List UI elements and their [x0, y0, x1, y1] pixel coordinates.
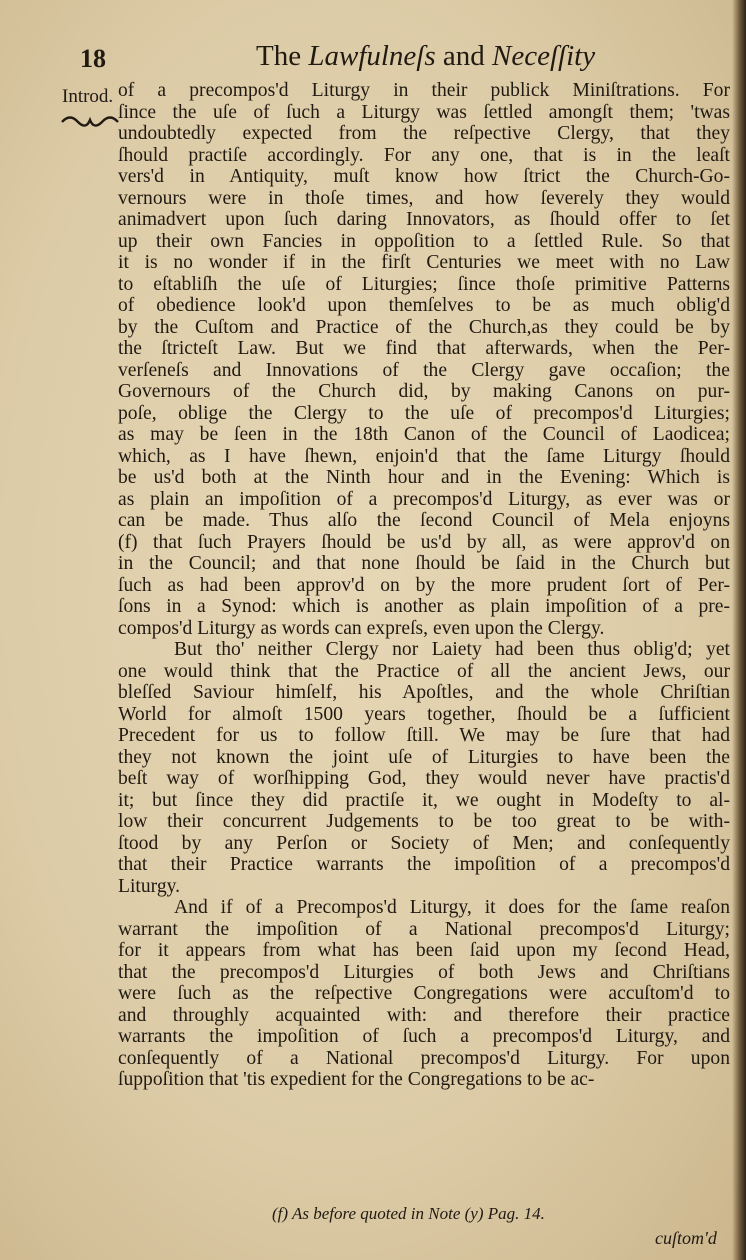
- text-line: to eſtabliſh the uſe of Liturgies; ſince thoſe primitive Patterns: [118, 273, 730, 295]
- text-line: poſe, oblige the Clergy to the uſe of precompos'd Liturgies;: [118, 402, 730, 424]
- text-line: (f) that ſuch Prayers ſhould be us'd by all, as were approv'd on: [118, 531, 730, 553]
- text-line: it; but ſince they did practiſe it, we ought in Modeſty to al-: [118, 789, 730, 811]
- text-line: up their own Fancies in oppoſition to a ſettled Rule. So that: [118, 230, 730, 252]
- text-line: one would think that the Practice of all the ancient Jews, our: [118, 660, 730, 682]
- text-line: animadvert upon ſuch daring Innovators, as ſhould offer to ſet: [118, 209, 730, 230]
- text-line: warrant the impoſition of a National precompos'd Liturgy;: [118, 918, 730, 940]
- text-line: they not known the joint uſe of Liturgies to have been the: [118, 746, 730, 768]
- text-line: ſhould practiſe accordingly. For any one, that is in the leaſt: [118, 144, 730, 166]
- footnote: (f) As before quoted in Note (y) Pag. 14.: [272, 1204, 545, 1223]
- running-head-word1: Lawfulneſs: [308, 40, 436, 72]
- text-line: Governours of the Church did, by making Canons on pur-: [118, 381, 730, 402]
- text-line: of obedience look'd upon themſelves to be as much oblig'd: [118, 295, 730, 316]
- text-line: But tho' neither Clergy nor Laiety had been thus oblig'd; yet: [174, 639, 730, 660]
- text-line: that the precompos'd Liturgies of both Jews and Chriſtians: [118, 961, 730, 983]
- text-line: Precedent for us to follow ſtill. We may be ſure that had: [118, 725, 730, 746]
- text-line: ſince the uſe of ſuch a Liturgy was ſettled amongſt them; 'twas: [118, 101, 730, 123]
- running-head-prefix: The: [256, 40, 302, 72]
- text-line: as plain an impoſition of a precompos'd Liturgy, as ever was or: [118, 488, 730, 510]
- text-line: ſons in a Synod: which is another as plain impoſition of a pre-: [118, 596, 730, 617]
- text-line: ſtood by any Perſon or Society of Men; and conſequently: [118, 832, 730, 854]
- text-line: warrants the impoſition of ſuch a precompos'd Liturgy, and: [118, 1026, 730, 1047]
- catchword: cuſtom'd: [655, 1228, 717, 1248]
- text-line: ſuch as had been approv'd on by the more prudent ſort of Per-: [118, 574, 730, 596]
- text-line: which, as I have ſhewn, enjoin'd that the ſame Liturgy ſhould: [118, 445, 730, 467]
- running-head-connector: and: [442, 40, 485, 72]
- text-line: can be made. Thus alſo the ſecond Council of Mela enjoyns: [118, 510, 730, 531]
- margin-note: Introd.: [62, 86, 114, 107]
- text-line: low their concurrent Judgements to be too great to be with-: [118, 811, 730, 832]
- margin-ornament-icon: [60, 110, 120, 132]
- paragraph: [118, 80, 730, 639]
- text-line: vers'd in Antiquity, muſt know how ſtrict the Church-Go-: [118, 166, 730, 187]
- text-line: conſequently of a National precompos'd Liturgy. For upon: [118, 1047, 730, 1069]
- text-line: Liturgy.: [118, 875, 181, 897]
- text-line: ſuppoſition that 'tis expedient for the Congregations to be ac-: [118, 1069, 595, 1090]
- running-head-word2: Neceſſity: [492, 40, 596, 72]
- text-line: compos'd Liturgy as words can expreſs, even upon the Clergy.: [118, 617, 605, 639]
- body-text: [118, 80, 730, 1091]
- text-line: be us'd both at the Ninth hour and in the Evening: Which is: [118, 467, 730, 488]
- text-line: as may be ſeen in the 18th Canon of the Council of Laodicea;: [118, 424, 730, 445]
- running-head: [256, 40, 595, 73]
- text-line: in the Council; and that none ſhould be ſaid in the Church but: [118, 553, 730, 574]
- text-line: undoubtedly expected from the reſpective Clergy, that they: [118, 123, 730, 144]
- text-line: World for almoſt 1500 years together, ſhould be a ſufficient: [118, 703, 730, 725]
- text-line: verſeneſs and Innovations of the Clergy gave occaſion; the: [118, 359, 730, 381]
- text-line: and throughly acquainted with: and therefore their practice: [118, 1004, 730, 1026]
- paragraph: [118, 639, 730, 897]
- text-line: that their Practice warrants the impoſition of a precompos'd: [118, 854, 730, 875]
- paragraph: [118, 897, 730, 1091]
- text-line: And if of a Precompos'd Liturgy, it does for the ſame reaſon: [174, 897, 730, 918]
- text-line: for it appears from what has been ſaid upon my ſecond Head,: [118, 940, 730, 961]
- text-line: beſt way of worſhipping God, they would never have practis'd: [118, 768, 730, 789]
- page-number: 18: [80, 44, 106, 73]
- text-line: the ſtricteſt Law. But we find that afterwards, when the Per-: [118, 338, 730, 359]
- text-line: by the Cuſtom and Practice of the Church,as they could be by: [118, 316, 730, 338]
- page-edge-shadow: [732, 0, 746, 1260]
- text-line: vernours were in thoſe times, and how ſeverely they would: [118, 187, 730, 209]
- text-line: bleſſed Saviour himſelf, his Apoſtles, and the whole Chriſtian: [118, 682, 730, 703]
- text-line: it is no wonder if in the firſt Centuries we meet with no Law: [118, 252, 730, 273]
- text-line: of a precompos'd Liturgy in their publick Miniſtrations. For: [118, 80, 730, 101]
- text-line: were ſuch as the reſpective Congregations were accuſtom'd to: [118, 983, 730, 1004]
